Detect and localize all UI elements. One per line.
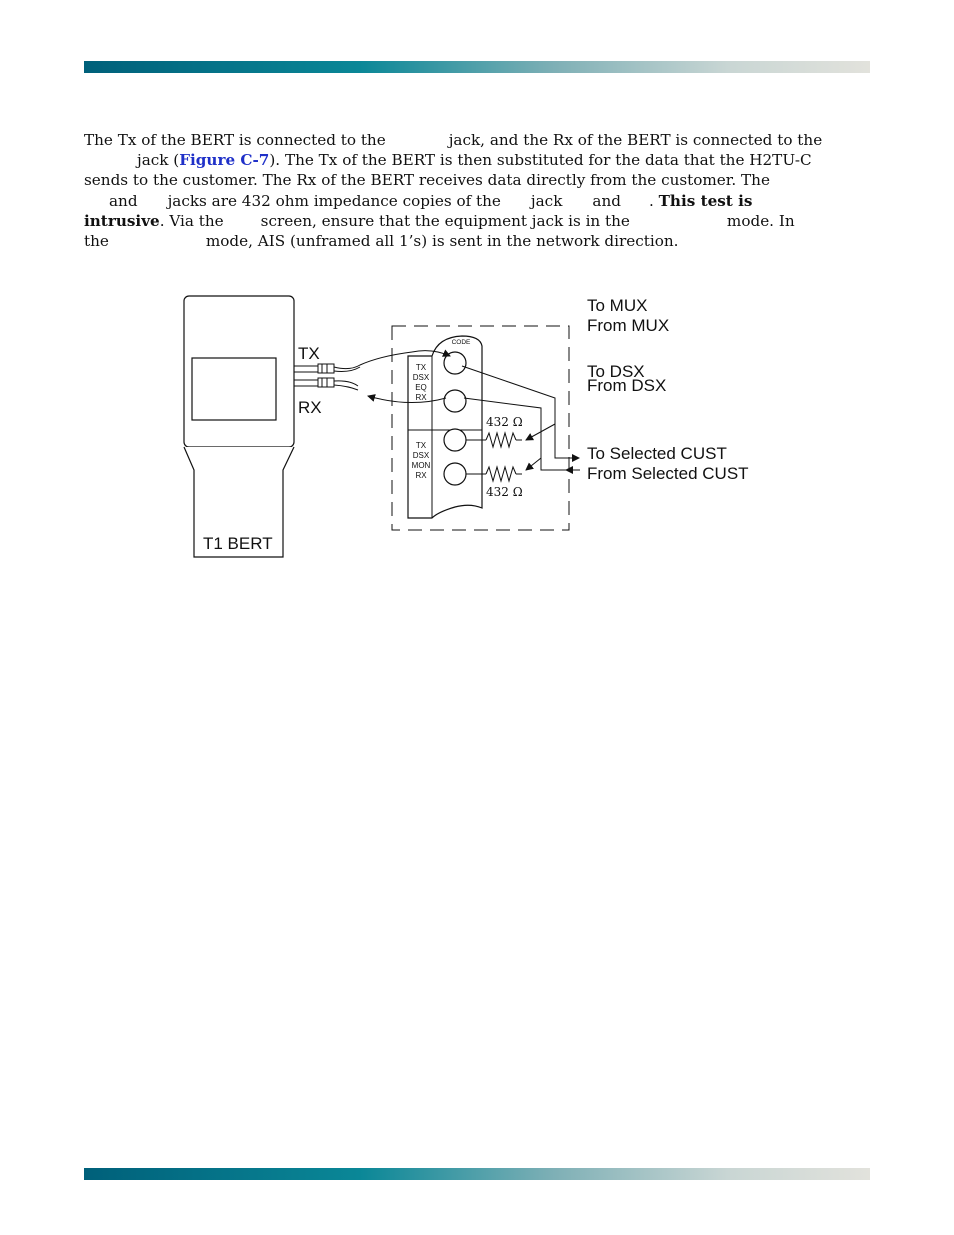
resistor-value-bottom: 432 Ω: [486, 485, 523, 499]
text-segment: and: [109, 191, 138, 210]
text-segment: jacks are 432 ohm impedance copies of the: [167, 191, 501, 210]
eq-jack-label: EQ: [415, 383, 427, 392]
tx-label: TX: [298, 344, 320, 363]
text-segment: mode, AIS (unframed all 1’s) is sent in the network direction.: [205, 231, 679, 250]
from-selected-cust-label: From Selected CUST: [587, 464, 749, 483]
text-segment: .: [648, 191, 654, 210]
jack-strip: [408, 336, 482, 518]
eq-jack-label: TX: [415, 363, 427, 372]
bold-text: This test is: [658, 191, 753, 210]
code-label: CODE: [451, 339, 471, 346]
mon-jack-label: TX: [415, 441, 427, 450]
mon-jack-label: MON: [411, 461, 431, 470]
jack-dsx-eq-rx: [444, 390, 466, 412]
to-selected-cust-label: To Selected CUST: [587, 444, 727, 463]
from-dsx-label: From DSX: [587, 376, 667, 395]
text-segment: and: [592, 191, 621, 210]
from-mux-label: From MUX: [587, 316, 670, 335]
resistor-value-top: 432 Ω: [486, 415, 523, 429]
eq-jack-label: RX: [415, 393, 427, 402]
text-segment: jack, and the Rx of the BERT is connected to the: [448, 131, 823, 149]
text-segment: jack: [530, 191, 563, 210]
mon-jack-label: RX: [415, 471, 427, 480]
rx-label: RX: [298, 398, 322, 417]
rx-cable: [294, 378, 358, 390]
text-segment: mode. In: [726, 211, 795, 230]
to-dsx-label: To DSX: [587, 362, 645, 381]
text-segment: . Via the: [159, 211, 224, 230]
jack-dsx-mon-tx: [444, 429, 466, 451]
eq-jack-label: DSX: [412, 373, 430, 382]
text-segment: jack (: [137, 151, 180, 170]
jack-dsx-mon-rx: [444, 463, 466, 485]
text-segment: the: [84, 231, 109, 250]
tester-screen: [192, 358, 276, 420]
mon-jack-label: DSX: [412, 451, 430, 460]
text-segment: sends to the customer. The Rx of the BERT receives data directly from the customer. The: [84, 171, 770, 190]
text-segment: screen, ensure that the equipment jack is in the: [260, 211, 630, 230]
bold-text: intrusive: [84, 211, 160, 230]
footer-gradient-bar: [84, 1168, 870, 1180]
text-segment: The Tx of the BERT is connected to the: [84, 131, 386, 149]
figure-link[interactable]: Figure C-7: [179, 151, 270, 170]
tester-label: T1 BERT: [203, 534, 273, 553]
t1-bert-tester: [184, 296, 294, 557]
to-mux-label: To MUX: [587, 296, 648, 315]
text-segment: ). The Tx of the BERT is then substituted for the data that the H2TU-C: [269, 151, 812, 170]
